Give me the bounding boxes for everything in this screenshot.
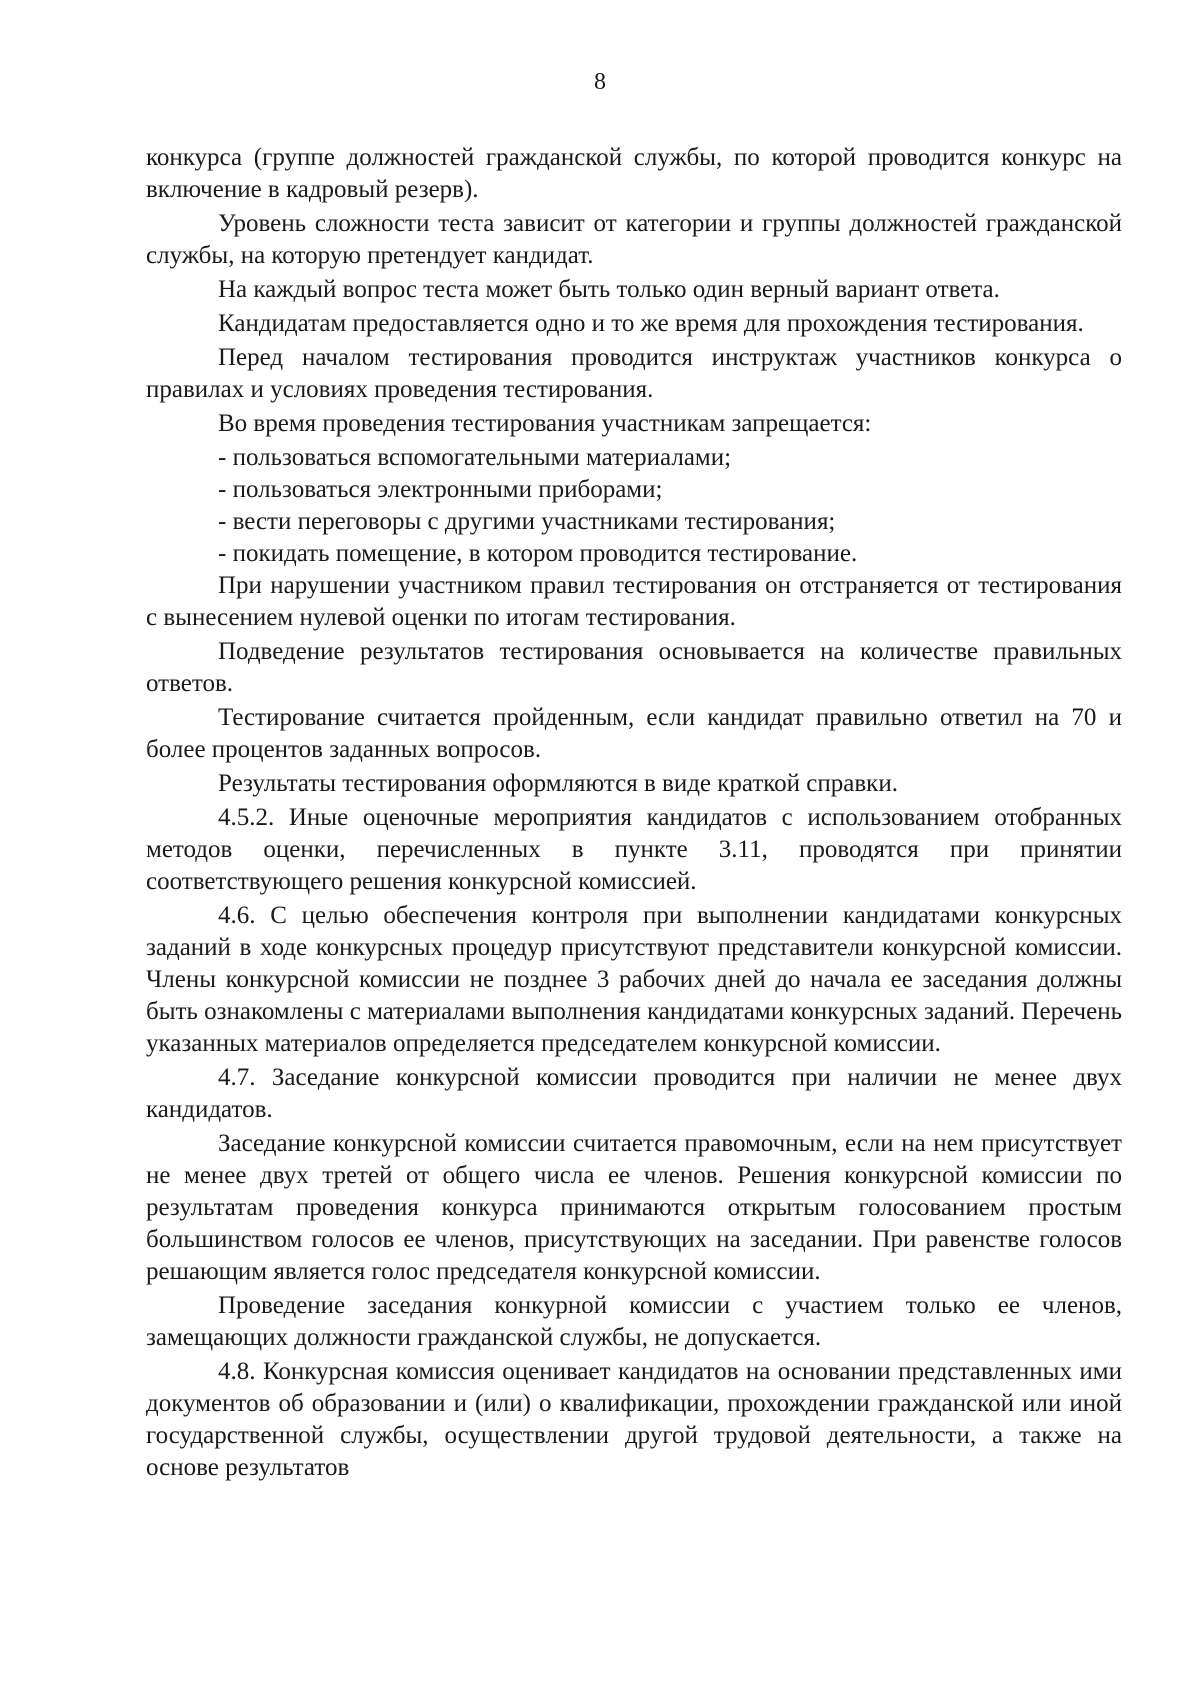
document-body [146,142,1122,1486]
paragraph-section-4-8: 4.8. Конкурсная комиссия оценивает кандидатов на основании представленных ими документов об образовании и (или) о квалификации, прохождении гражданской или иной государственной службы, осуществлении другой трудовой деятельности, а также на основе результатов [146,1358,1122,1481]
paragraph-briefing: Перед началом тестирования проводится инструктаж участников конкурса о правилах и условиях проведения тестирования. [146,344,1122,403]
list-item: - вести переговоры с другими участниками тестирования; [218,508,836,535]
list-item: - покидать помещение, в котором проводится тестирование. [218,540,858,567]
paragraph-section-4-7: 4.7. Заседание конкурсной комиссии проводится при наличии не менее двух кандидатов. [146,1064,1122,1123]
list-item: - пользоваться электронными приборами; [218,476,663,503]
paragraph-one-answer: На каждый вопрос теста может быть только один верный вариант ответа. [218,276,1000,303]
page-number: 8 [594,69,606,95]
list-item: - пользоваться вспомогательными материалами; [218,444,732,471]
paragraph-section-4-6: 4.6. С целью обеспечения контроля при выполнении кандидатами конкурсных заданий в ходе конкурсных процедур присутствуют представители конкурсной комиссии. Члены конкурсной комиссии не позднее 3 рабочих дней до начала ее заседания должны быть ознакомлены с материалами выполнения кандидатами конкурсных заданий. Перечень указанных материалов определяется председателем конкурсной комиссии. [146,902,1122,1057]
paragraph-violation: При нарушении участником правил тестирования он отстраняется от тестирования с вынесением нулевой оценки по итогам тестирования. [146,572,1122,631]
paragraph-test-difficulty: Уровень сложности теста зависит от категории и группы должностей гражданской службы, на которую претендует кандидат. [146,210,1122,269]
paragraph-equal-time: Кандидатам предоставляется одно и то же время для прохождения тестирования. [218,310,1084,337]
paragraph-members-only: Проведение заседания конкурной комиссии с участием только ее членов, замещающих должности гражданской службы, не допускается. [146,1292,1122,1351]
paragraph-results-summary: Результаты тестирования оформляются в виде краткой справки. [218,770,898,797]
paragraph-prohibitions-intro: Во время проведения тестирования участникам запрещается: [218,410,872,437]
paragraph-quorum: Заседание конкурсной комиссии считается правомочным, если на нем присутствует не менее двух третей от общего числа ее членов. Решения конкурсной комиссии по результатам проведения конкурса принимаются открытым голосованием простым большинством голосов ее членов, присутствующих на заседании. При равенстве голосов решающим является голос председателя конкурсной комиссии. [146,1130,1122,1285]
paragraph-results-basis: Подведение результатов тестирования основывается на количестве правильных ответов. [146,638,1122,697]
paragraph-pass-threshold: Тестирование считается пройденным, если кандидат правильно ответил на 70 и более процентов заданных вопросов. [146,704,1122,763]
paragraph-section-4-5-2: 4.5.2. Иные оценочные мероприятия кандидатов с использованием отобранных методов оценки, перечисленных в пункте 3.11, проводятся при принятии соответствующего решения конкурсной комиссией. [146,804,1122,895]
paragraph-continuation: конкурса (группе должностей гражданской службы, по которой проводится конкурс на включение в кадровый резерв). [146,144,1122,203]
